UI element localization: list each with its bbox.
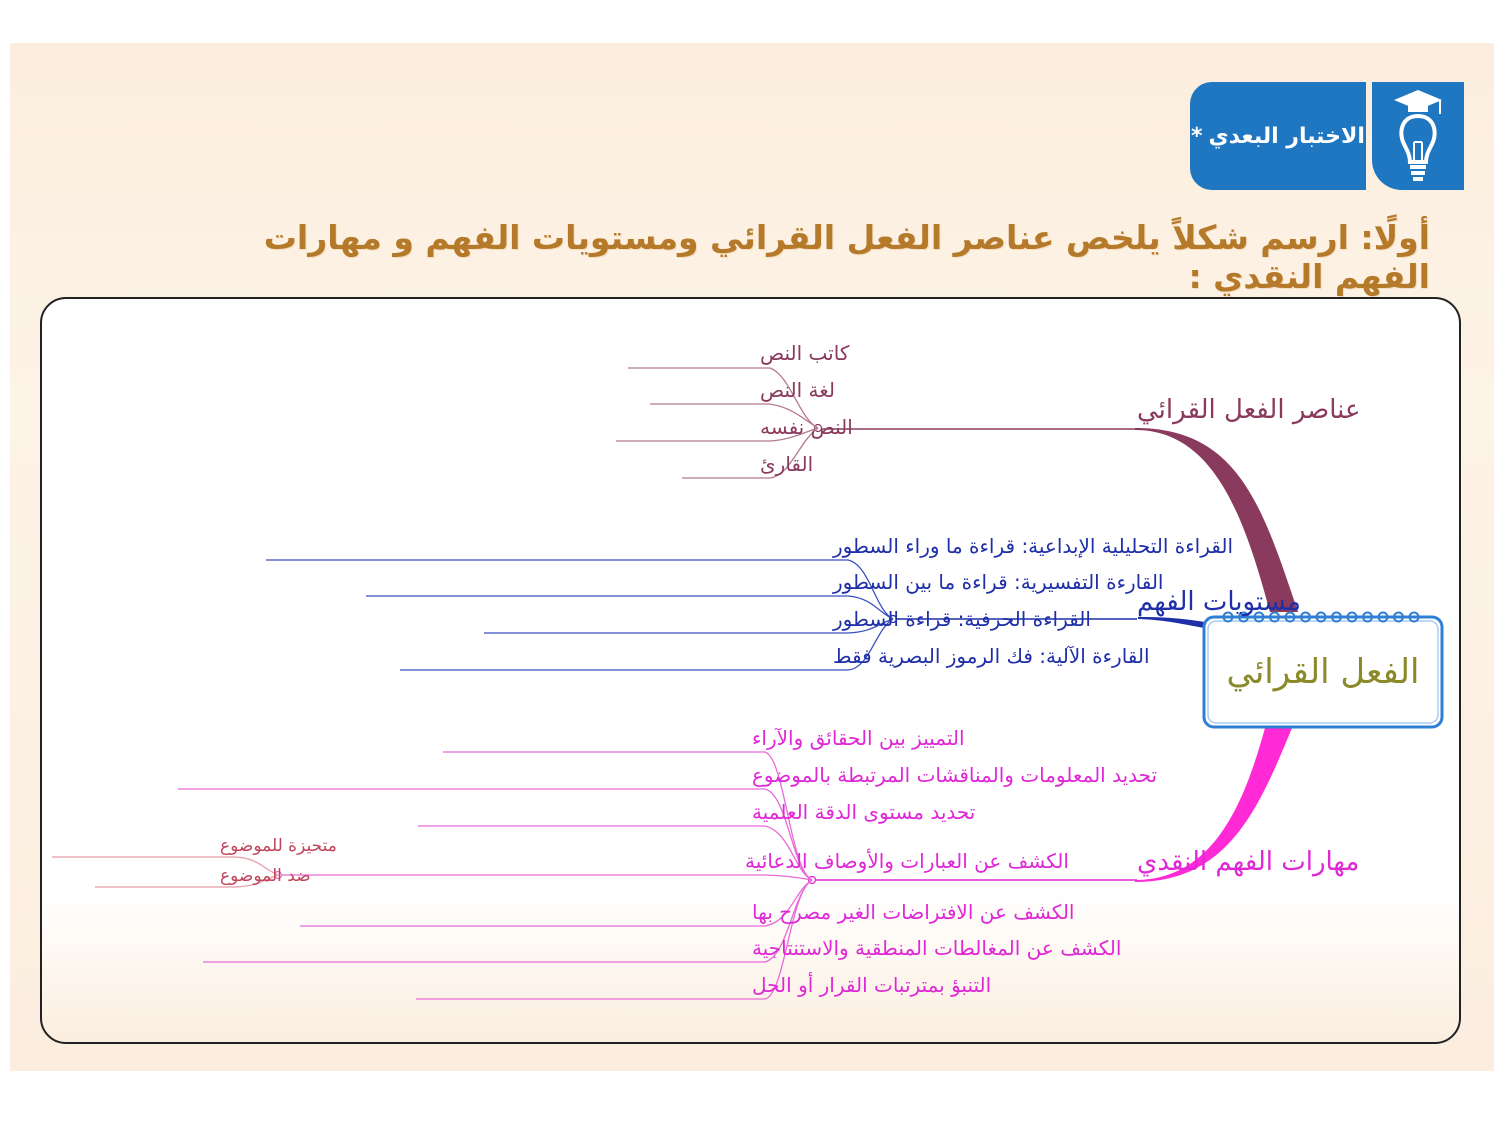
leaf-label: تحديد مستوى الدقة العلمية: [752, 800, 976, 824]
connector-levels: [1138, 617, 1205, 628]
branch-label: مهارات الفهم النقدي: [1137, 847, 1360, 877]
leaf-label: القراءة التحليلية الإبداعية: قراءة ما وراء السطور: [833, 534, 1234, 558]
badge-star: *: [1191, 123, 1203, 149]
leaf-label: التمييز بين الحقائق والآراء: [752, 726, 965, 750]
leaf-label: لغة النص: [760, 378, 836, 402]
center-node: [1204, 613, 1442, 728]
sub-leaf-label: متحيزة للموضوع: [220, 836, 337, 856]
leaf-label: النص نفسه: [760, 415, 853, 439]
leaf-label: القارءة التفسيرية: قراءة ما بين السطور: [833, 570, 1164, 594]
sub-branch-propaganda: [52, 836, 337, 887]
badge-label: الاختبار البعدي: [1208, 123, 1365, 149]
center-node-label: الفعل القرائي: [1226, 652, 1420, 692]
leaf-label: الكشف عن العبارات والأوصاف الدعائية: [745, 849, 1069, 873]
leaf-label: القارءة الآلية: فك الرموز البصرية فقط: [833, 644, 1150, 668]
leaf-label: القارئ: [760, 452, 814, 476]
leaf-label: القراءة الحرفية: قراءة السطور: [833, 607, 1091, 631]
branch-label: عناصر الفعل القرائي: [1137, 395, 1361, 425]
branch-label: مستويات الفهم: [1137, 587, 1301, 617]
leaf-label: الكشف عن المغالطات المنطقية والاستنتاجية: [752, 936, 1122, 960]
leaf-label: تحديد المعلومات والمناقشات المرتبطة بالموضوع: [752, 763, 1158, 787]
leaf-label: كاتب النص: [760, 341, 850, 365]
sub-leaf-label: ضد الموضوع: [220, 866, 311, 886]
branch-elements: [616, 341, 1361, 478]
branch-skills: [52, 726, 1359, 999]
leaf-label: التنبؤ بمترتبات القرار أو الحل: [752, 973, 992, 997]
leaf-label: الكشف عن الافتراضات الغير مصرح بها: [752, 900, 1075, 924]
page-title: أولًا: ارسم شكلاً يلخص عناصر الفعل القرائي ومستويات الفهم و مهارات الفهم النقدي :: [263, 218, 1430, 296]
branch-levels: [266, 534, 1301, 670]
